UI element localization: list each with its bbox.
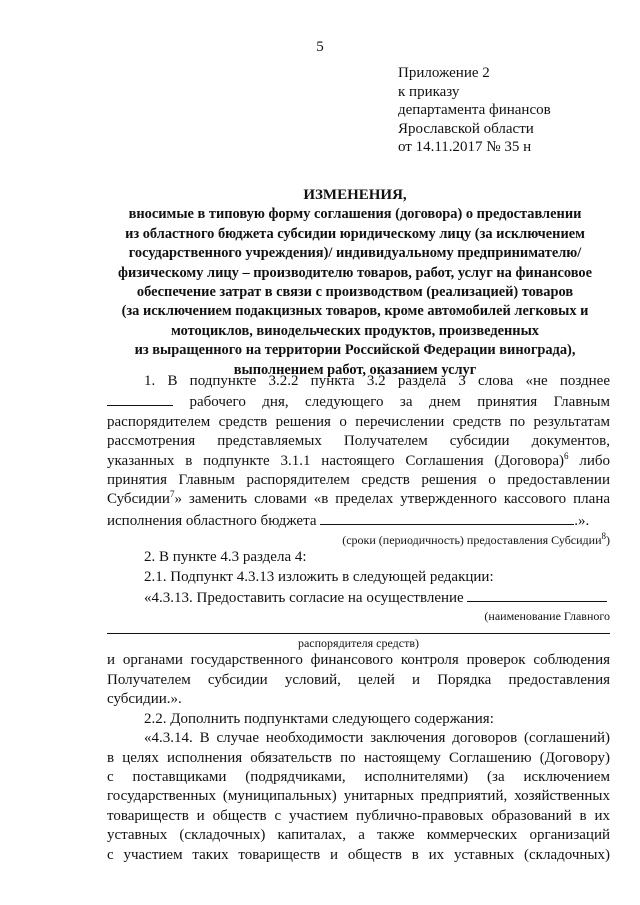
body-text: .».	[574, 512, 590, 529]
body-line: Получателем субсидии условий, целей и Порядка предоставления	[107, 671, 610, 688]
appendix-line: департамента финансов	[398, 102, 551, 119]
title-heading: ИЗМЕНЕНИЯ,	[303, 187, 407, 203]
appendix-line: Приложение 2	[398, 65, 490, 81]
body-line: 2.2. Дополнить подпунктами следующего содержания:	[144, 710, 494, 727]
footnote-ref: 7	[169, 489, 175, 500]
body-text: 1. В подпункте 3.2.2 пункта 3.2 раздела 3 слова «не позднее	[144, 373, 610, 389]
body-line: 2.1. Подпункт 4.3.13 изложить в следующей редакции:	[144, 568, 494, 585]
body-line	[107, 510, 610, 531]
body-line: государственных (муниципальных) унитарных предприятий, хозяйственных	[107, 788, 610, 805]
appendix-line: к приказу	[398, 83, 460, 100]
title-line: выполнением работ, оказанием услуг	[233, 361, 477, 378]
body-line	[107, 452, 610, 471]
body-text: » заменить словами «в пределах утвержденного кассового плана	[174, 491, 610, 508]
field-caption: (наименование Главного	[484, 609, 610, 624]
title-line: обеспечение затрат в связи с производством (реализацией) товаров	[136, 284, 574, 301]
body-line: субсидии.».	[107, 691, 182, 708]
body-text: либо	[568, 452, 610, 469]
body-text: «4.3.13. Предоставить согласие на осуществление	[144, 590, 464, 607]
body-line	[107, 587, 610, 608]
body-line	[107, 391, 610, 412]
footnote-ref: 6	[564, 450, 569, 461]
body-line	[107, 372, 610, 391]
title-line: физическому лицу – производителю товаров, работ, услуг на финансовое	[118, 264, 592, 281]
appendix-line: от 14.11.2017 № 35 н	[398, 139, 532, 156]
body-line: принятия Главным распорядителем средств решения о предоставлении	[107, 472, 610, 489]
body-line: с участием таких товариществ и обществ в их уставных (складочных)	[107, 846, 610, 863]
fill-blank	[467, 587, 607, 602]
caption-text: (сроки (периодичность) предоставления Субсидии	[342, 533, 602, 548]
body-text: указанных в подпункте 3.1.1 настоящего Соглашения (Договора)	[107, 452, 565, 469]
title-line: (за исключением подакцизных товаров, кроме автомобилей легковых и	[121, 303, 589, 320]
title-line: из выращенного на территории Российской Федерации винограда),	[134, 342, 576, 359]
body-line: уставных (складочных) капиталах, а также коммерческих организаций	[107, 827, 610, 844]
document-body	[107, 372, 610, 865]
title-line: из областного бюджета субсидии юридическому лицу (за исключением	[125, 225, 585, 242]
document-title	[100, 186, 610, 380]
body-line: 2. В пункте 4.3 раздела 4:	[144, 549, 307, 566]
appendix-line: Ярославской области	[398, 120, 534, 137]
fill-blank	[107, 391, 173, 406]
title-line: вносимые в типовую форму соглашения (договора) о предоставлении	[128, 206, 582, 223]
body-line	[107, 490, 610, 509]
title-line: государственного учреждения)/ индивидуальному предпринимателю/	[128, 245, 582, 262]
field-caption: распорядителя средств)	[297, 636, 420, 651]
appendix-block	[398, 64, 551, 157]
body-line: товариществ и обществ с участием публично-правовых образований в их	[107, 807, 610, 824]
fill-blank	[320, 510, 574, 525]
body-line: с поставщиками (подрядчиками, исполнителями) (за исключением	[107, 768, 610, 785]
body-line: и органами государственного финансового контроля проверок соблюдения	[107, 652, 610, 669]
footnote-ref: 8	[601, 531, 606, 542]
page-number: 5	[316, 39, 324, 55]
field-caption	[107, 532, 610, 548]
body-line: в целях исполнения обязательств по настоящему Соглашению (Договору)	[107, 749, 610, 766]
body-text: Субсидии	[107, 491, 170, 508]
title-line: мотоциклов, винодельческих продуктов, произведенных	[170, 322, 539, 339]
body-line: распорядителем средств решения о перечислении средств по результатам	[107, 413, 610, 430]
body-line: «4.3.14. В случае необходимости заключения договоров (соглашений)	[144, 730, 610, 747]
body-text: рабочего дня, следующего за днем принятия Главным	[189, 394, 610, 411]
body-text: исполнения областного бюджета	[107, 512, 317, 529]
fill-blank-line	[107, 624, 610, 634]
caption-text: )	[606, 533, 610, 548]
body-line: рассмотрения представляемых Получателем субсидии документов,	[107, 433, 610, 450]
